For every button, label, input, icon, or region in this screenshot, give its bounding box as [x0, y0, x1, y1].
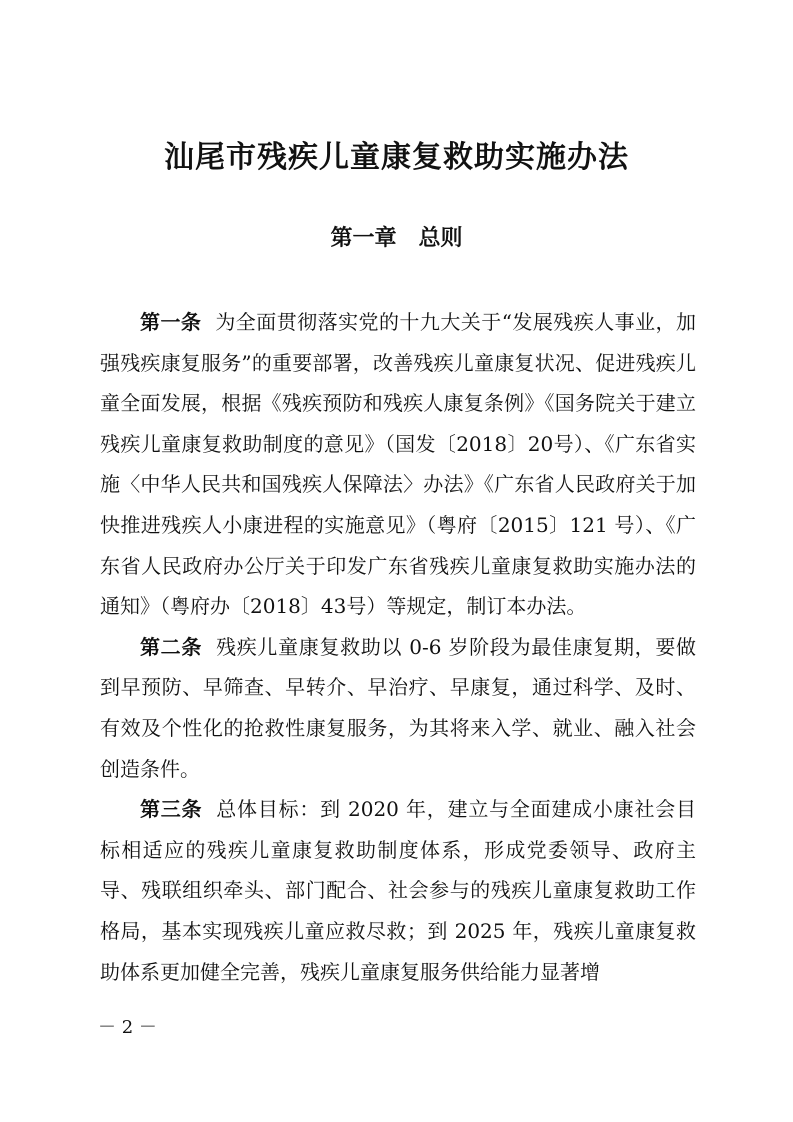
article-label: 第三条: [140, 797, 203, 822]
document-body: [100, 302, 696, 992]
article-text: 为全面贯彻落实党的十九大关于“发展残疾人事业，加强残疾康复服务”的重要部署，改善残疾儿童康复状况、促进残疾儿童全面发展，根据《残疾预防和残疾人康复条例》《国务院关于建立残疾儿童康复救助制度的意见》（国发〔2018〕20号）、《广东省实施〈中华人民共和国残疾人保障法〉办法》《广东省人民政府关于加快推进残疾人小康进程的实施意见》（粤府〔2015〕121 号）、《广东省人民政府办公厅关于印发广东省残疾儿童康复救助实施办法的通知》（粤府办〔2018〕43号）等规定，制订本办法。: [100, 310, 696, 619]
article-text: 总体目标：到 2020 年，建立与全面建成小康社会目标相适应的残疾儿童康复救助制度体系，形成党委领导、政府主导、残联组织牵头、部门配合、社会参与的残疾儿童康复救助工作格局，基本实现残疾儿童应救尽救；到 2025 年，残疾儿童康复救助体系更加健全完善，残疾儿童康复服务供给能力显著增: [100, 797, 696, 984]
article-label: 第一条: [140, 310, 202, 334]
article-paragraph: [100, 302, 696, 627]
article-paragraph: [100, 789, 696, 992]
page-number: － 2 －: [98, 1017, 157, 1038]
chapter-heading: 第一章 总则: [330, 226, 463, 251]
article-label: 第二条: [140, 634, 203, 659]
article-paragraph: [100, 627, 696, 789]
document-title: 汕尾市残疾儿童康复救助实施办法: [164, 140, 629, 175]
article-text: 残疾儿童康复救助以 0-6 岁阶段为最佳康复期，要做到早预防、早筛查、早转介、早治疗、早康复，通过科学、及时、有效及个性化的抢救性康复服务，为其将来入学、就业、融入社会创造条件。: [100, 634, 697, 781]
